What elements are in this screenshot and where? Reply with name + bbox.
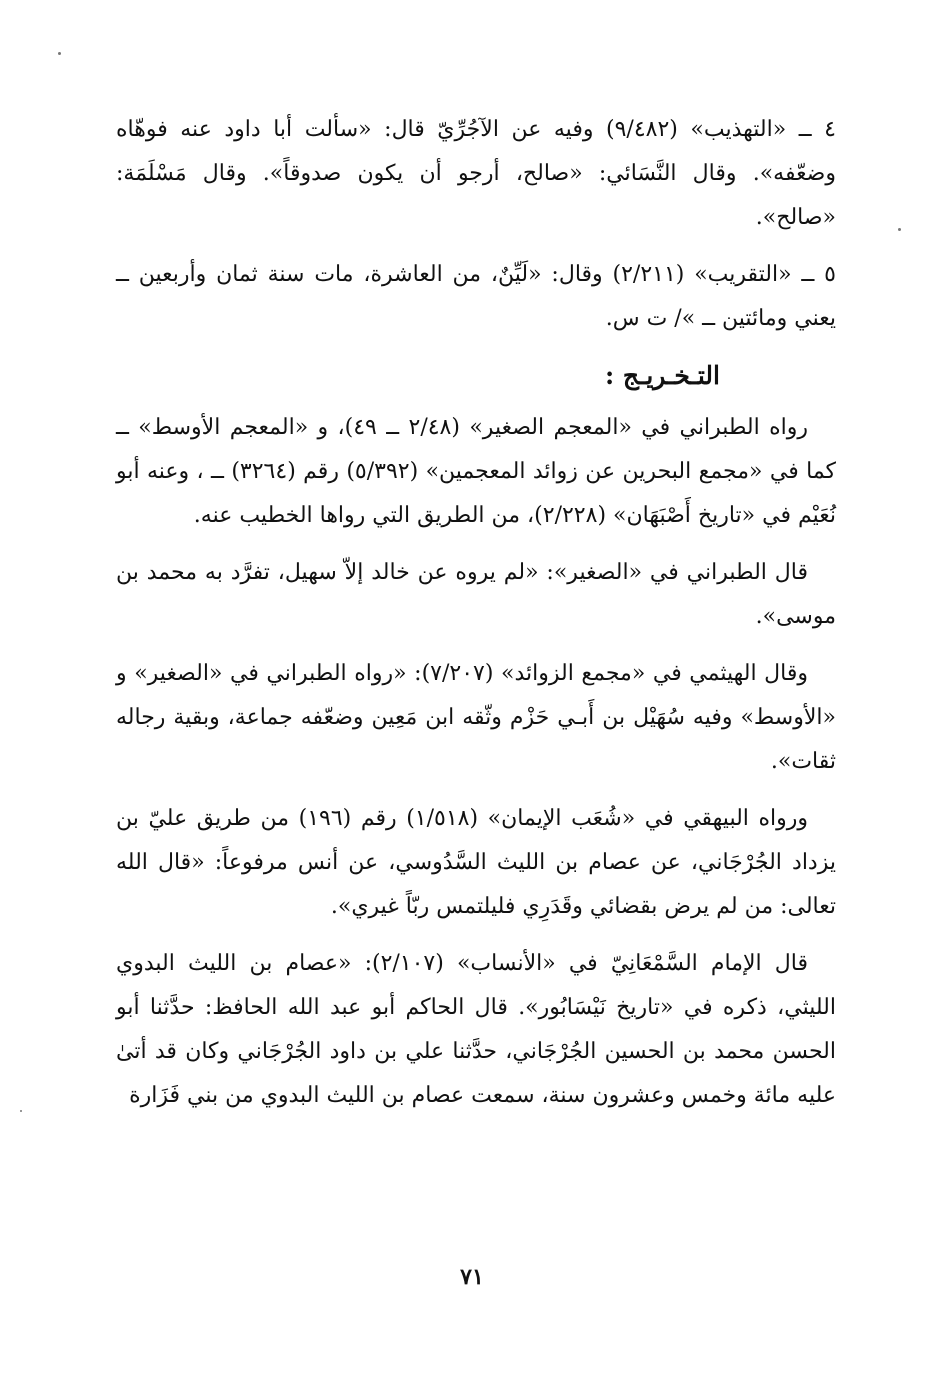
paragraph-takhrij: رواه الطبراني في «المعجم الصغير» (٢/٤٨ ــ ٤٩)، و «المعجم الأوسط» ــ كما في «مجمع البحرين عن زوائد المعجمين» (٥/٣٩٢) رقم (٣٢٦٤) ــ ، وعنه أبو نُعَيْم في «تاريخ أَصْبَهَان» (٢/٢٢٨)، من الطريق التي رواها الخطيب عنه.: [116, 415, 837, 528]
footnote-4: ٤ ــ «التهذيب» (٩/٤٨٢) وفيه عن الآجُرِّيّ قال: «سألت أبا داود عنه فوهّاه وضعّفه». وقال النَّسَائي: «صالح، أرجو أن يكون صدوقاً». وقال مَسْلَمَة: «صالح».: [116, 117, 836, 230]
paragraph-bayhaqi: ورواه البيهقي في «شُعَب الإيمان» (١/٥١٨) رقم (١٩٦) من طريق عليّ بن يزداد الجُرْجَاني، عن عصام بن الليث السَّدُوسي، عن أنس مرفوعاً: «قال الله تعالى: من لم يرض بقضائي وقَدَرِي فليلتمس ربّاً غيري».: [116, 806, 836, 919]
footnote-5: ٥ ــ «التقريب» (٢/٢١١) وقال: «لَيِّنٌ، من العاشرة، مات سنة ثمان وأربعين ــ يعني ومائتين ــ »/ ت س.: [116, 262, 836, 331]
scan-speck: [20, 1110, 22, 1112]
paragraph-samani: قال الإمام السَّمْعَانِيّ في «الأنساب» (٢/١٠٧): «عصام بن الليث البدوي الليثي، ذكره في «تاريخ نَيْسَابُور». قال الحاكم أبو عبد الله الحافظ: حدَّثنا أبو الحسن محمد بن الحسين الجُرْجَاني، حدَّثنا علي بن داود الجُرْجَاني وكان قد أتىٰ عليه مائة وخمس وعشرون سنة، سمعت عصام بن الليث البدوي من بني فَزَارة: [116, 951, 836, 1108]
main-text: [116, 108, 836, 1131]
paragraph-tabarani-quote: قال الطبراني في «الصغير»: «لم يروه عن خالد إلاّ سهيل، تفرَّد به محمد بن موسى».: [116, 560, 836, 629]
section-heading: التـخـريـج :: [604, 361, 720, 390]
scan-speck: [898, 228, 901, 231]
scan-speck: [58, 52, 61, 55]
paragraph-haythami: وقال الهيثمي في «مجمع الزوائد» (٧/٢٠٧): «رواه الطبراني في «الصغير» و «الأوسط» وفيه سُهَيْل بن أَبـي حَزْم وثّقه ابن مَعِين وضعّفه جماعة، وبقية رجاله ثقات».: [116, 661, 836, 774]
page-number: ٧١: [460, 1264, 484, 1290]
